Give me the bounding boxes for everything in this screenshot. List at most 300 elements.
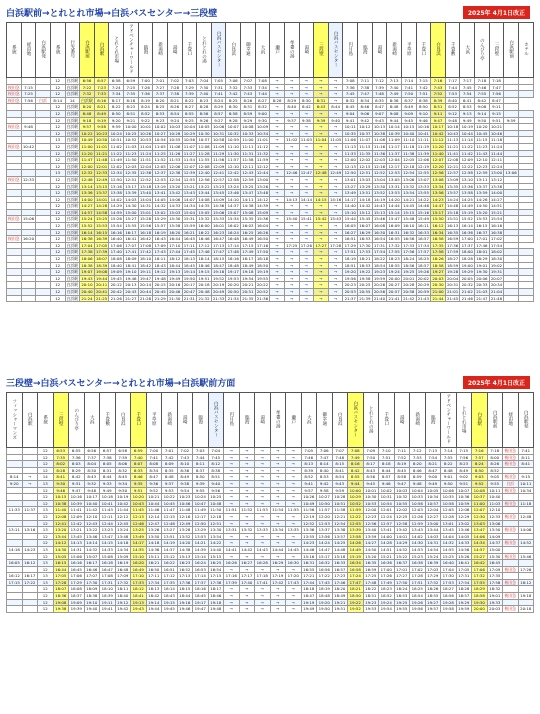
- column-header-label: 御幸通: [245, 42, 251, 56]
- time-cell: 11:56: [212, 157, 225, 163]
- time-cell: 7:53: [445, 91, 460, 98]
- time-cell: 19:09: [110, 269, 122, 275]
- time-cell: 12: [50, 130, 65, 137]
- time-cell: 14:40: [208, 546, 224, 553]
- time-cell: 9:30: [53, 480, 69, 487]
- time-cell: 13:57: [332, 533, 348, 540]
- time-cell: →: [328, 203, 343, 210]
- time-cell: 11:50: [125, 157, 137, 163]
- time-cell: 12:15: [359, 163, 371, 169]
- column-header-label: 新湯崎: [391, 42, 397, 56]
- time-cell: 7:36: [343, 84, 358, 91]
- time-cell: 9:37: [284, 117, 299, 124]
- time-cell: 桜田急: [504, 566, 517, 572]
- time-cell: 12: [50, 117, 65, 124]
- time-cell: 15:20: [363, 553, 379, 560]
- time-cell: 16:34: [348, 560, 364, 567]
- time-cell: →: [239, 461, 255, 468]
- time-cell: 11:56: [301, 507, 317, 514]
- time-cell: [36, 183, 51, 190]
- time-cell: 7:51: [379, 454, 395, 461]
- time-cell: [503, 494, 519, 501]
- time-cell: 16:56: [317, 566, 333, 573]
- time-cell: 17:09: [154, 242, 166, 248]
- column-header-label: 大浜: [89, 414, 95, 424]
- time-cell: 17:54: [490, 242, 503, 248]
- time-cell: 8:42: [299, 104, 314, 111]
- time-cell: 18:39: [100, 593, 116, 600]
- time-cell: →: [299, 236, 314, 243]
- column-header-label: 大浜: [464, 44, 470, 54]
- time-cell: 10:11: [344, 124, 356, 130]
- time-cell: →: [314, 163, 329, 170]
- time-cell: 13:43: [410, 527, 426, 534]
- time-cell: 17:26: [518, 566, 534, 573]
- table-row: [7, 500, 534, 507]
- time-cell: →: [224, 520, 240, 527]
- time-cell: 12: [50, 104, 65, 111]
- time-cell: [504, 203, 519, 210]
- time-cell: →: [328, 282, 343, 289]
- time-cell: 18:27: [446, 256, 459, 262]
- time-cell: [503, 520, 519, 527]
- time-cell: 11:29: [212, 150, 225, 156]
- time-cell: 8:27: [182, 104, 197, 111]
- column-header-label: 臨海: [430, 414, 436, 424]
- time-cell: 19:18: [242, 269, 254, 275]
- time-cell: [518, 546, 534, 553]
- table-row: [7, 157, 534, 164]
- time-cell: 7:07: [241, 78, 256, 85]
- time-cell: 11:22: [461, 143, 473, 149]
- time-cell: [7, 170, 22, 177]
- time-cell: 14:56: [456, 546, 472, 553]
- time-cell: 12:35: [125, 170, 137, 176]
- time-cell: 白浜駅: [66, 236, 79, 242]
- time-cell: 10:49: [301, 500, 317, 507]
- time-cell: 10:16: [417, 124, 429, 130]
- time-cell: 17:08: [139, 242, 152, 248]
- time-cell: 9:47: [394, 480, 410, 487]
- time-cell: 21:01: [446, 289, 459, 294]
- time-cell: 10:56: [410, 500, 426, 507]
- time-cell: 15:30: [487, 553, 503, 560]
- time-cell: 11:59: [348, 507, 364, 514]
- time-cell: 16:20: [131, 560, 147, 567]
- time-cell: 19:56: [410, 606, 426, 613]
- time-cell: →: [239, 533, 255, 540]
- time-cell: →: [286, 448, 302, 455]
- time-cell: →: [299, 183, 314, 190]
- column-header-label: 経由地: [507, 412, 513, 426]
- time-cell: 白浜駅: [66, 275, 79, 281]
- time-cell: 9:08: [475, 104, 490, 111]
- time-cell: [518, 163, 533, 170]
- time-cell: 20:53: [344, 289, 356, 294]
- time-cell: 11:08: [198, 143, 210, 149]
- time-cell: 12: [50, 236, 65, 243]
- time-cell: 17:06: [472, 566, 488, 573]
- time-cell: →: [328, 295, 343, 302]
- time-cell: 11:54: [183, 157, 195, 163]
- time-cell: 7:50: [401, 91, 416, 98]
- time-cell: →: [284, 91, 299, 98]
- time-cell: 16:05: [7, 560, 23, 567]
- time-cell: →: [270, 216, 285, 223]
- time-cell: [7, 599, 23, 606]
- time-cell: 8:39: [301, 467, 317, 474]
- time-cell: 12:55: [348, 520, 364, 527]
- time-cell: 17:11: [146, 573, 162, 580]
- time-cell: 白浜駅: [66, 84, 79, 90]
- time-cell: [36, 170, 51, 177]
- time-cell: →: [284, 157, 299, 164]
- time-cell: →: [270, 190, 285, 197]
- time-cell: 16:50: [256, 236, 269, 242]
- time-cell: 13:30: [373, 183, 386, 189]
- time-cell: 15:16: [417, 209, 429, 215]
- time-cell: 18:40: [115, 593, 131, 600]
- time-cell: 11:45: [131, 507, 147, 514]
- time-cell: 18:49: [332, 593, 348, 600]
- table-row: [7, 97, 534, 104]
- table-row: [7, 546, 534, 553]
- time-cell: 9:56: [208, 487, 224, 494]
- time-cell: 9:51: [456, 480, 472, 487]
- time-cell: 白浜駅: [66, 295, 79, 301]
- time-cell: [518, 275, 533, 282]
- time-cell: 8:32: [343, 97, 358, 104]
- time-cell: 7:38: [167, 91, 182, 98]
- time-cell: [7, 117, 22, 124]
- time-cell: →: [270, 170, 285, 177]
- time-cell: 13:03: [472, 520, 488, 527]
- column-header: [239, 393, 255, 448]
- time-cell: [7, 282, 22, 289]
- time-cell: [7, 262, 22, 269]
- time-cell: →: [224, 480, 240, 487]
- time-cell: 7:31: [211, 84, 226, 91]
- time-cell: →: [284, 84, 299, 91]
- time-cell: 14:16: [329, 196, 342, 202]
- time-cell: 15:23: [410, 553, 426, 560]
- time-cell: →: [299, 143, 314, 150]
- column-header: [358, 23, 373, 78]
- time-cell: 15:54: [490, 216, 503, 222]
- time-cell: [7, 520, 23, 527]
- time-cell: 16:27: [344, 229, 356, 235]
- time-cell: →: [314, 229, 329, 236]
- time-cell: 18:57: [417, 262, 429, 268]
- time-cell: [22, 454, 38, 461]
- column-header-label: 新湯崎: [157, 42, 163, 56]
- time-cell: 15:25: [441, 553, 457, 560]
- time-cell: →: [328, 78, 343, 85]
- time-cell: 19:43: [131, 606, 147, 613]
- time-cell: 12:41: [212, 170, 225, 176]
- time-cell: 17:13: [212, 242, 225, 248]
- time-cell: 16:32: [403, 229, 415, 235]
- time-cell: 20:04: [446, 275, 459, 281]
- time-cell: 17:46: [332, 579, 348, 586]
- time-cell: 11:09: [388, 137, 400, 143]
- time-cell: 8:20: [410, 461, 426, 468]
- time-cell: 17:32: [472, 573, 488, 580]
- time-cell: 9:55: [193, 487, 209, 494]
- time-cell: 14:38: [177, 546, 193, 553]
- time-cell: 17:53: [441, 579, 457, 586]
- time-cell: 19:29: [456, 599, 472, 606]
- time-cell: 9:28: [226, 117, 241, 124]
- time-cell: 10:23: [95, 130, 108, 136]
- time-cell: 20:45: [154, 289, 166, 294]
- time-cell: 13:39: [125, 190, 137, 196]
- time-cell: 7:18: [475, 78, 490, 85]
- time-cell: 13:27: [162, 527, 178, 534]
- time-cell: 11:00: [472, 500, 488, 507]
- time-cell: 21:26: [110, 295, 122, 301]
- time-cell: 12:17: [388, 163, 400, 169]
- time-cell: 16:54: [373, 236, 386, 242]
- time-cell: 8:28: [53, 467, 69, 474]
- column-header-label: 白良浜: [230, 42, 236, 56]
- time-cell: 12:16: [373, 163, 386, 169]
- time-cell: 8:06: [115, 461, 131, 468]
- time-cell: 12: [38, 487, 54, 494]
- time-cell: 10:15: [403, 124, 415, 130]
- time-cell: →: [314, 84, 329, 91]
- time-cell: 9:39: [193, 480, 209, 487]
- column-header-label: 湯崎: [376, 44, 382, 54]
- time-cell: 16:38: [81, 236, 93, 242]
- time-cell: 15:24: [425, 553, 441, 560]
- time-cell: →: [286, 593, 302, 600]
- column-header: [146, 393, 162, 448]
- time-cell: 21:33: [212, 295, 225, 301]
- time-cell: 13:54: [403, 190, 415, 196]
- time-cell: 12:05: [154, 163, 166, 169]
- time-cell: 19:15: [162, 599, 178, 606]
- time-cell: →: [299, 176, 314, 183]
- column-header: [410, 393, 426, 448]
- time-cell: 9:41: [301, 480, 317, 487]
- time-cell: 10:33: [242, 130, 254, 136]
- time-cell: →: [224, 606, 240, 613]
- time-cell: →: [286, 494, 302, 501]
- time-cell: 20:42: [110, 289, 122, 294]
- time-cell: 14:44: [270, 546, 286, 553]
- time-cell: 12:57: [446, 170, 459, 176]
- time-cell: 17:30: [441, 573, 457, 580]
- time-cell: [7, 540, 23, 547]
- time-cell: 19:18: [518, 593, 534, 600]
- table-row: [7, 461, 534, 468]
- time-cell: 11:22: [110, 150, 122, 156]
- time-cell: →: [255, 480, 271, 487]
- time-cell: [7, 209, 22, 216]
- time-cell: [21, 157, 36, 164]
- time-cell: 12:51: [359, 170, 371, 176]
- time-cell: 7:40: [387, 84, 402, 91]
- time-cell: [36, 157, 51, 164]
- time-cell: 16:23: [177, 560, 193, 567]
- time-cell: →: [299, 249, 314, 256]
- time-cell: 7:57: [472, 454, 488, 461]
- time-cell: 17:01: [476, 236, 488, 242]
- time-cell: 12:55: [417, 170, 429, 176]
- time-cell: 19:33: [487, 599, 503, 606]
- time-cell: 18:22: [373, 256, 386, 262]
- time-cell: 8:26: [167, 104, 182, 111]
- time-cell: 7:38: [100, 454, 116, 461]
- time-cell: 10:45: [476, 130, 488, 136]
- time-cell: 18:58: [432, 262, 444, 268]
- time-cell: 19:50: [317, 606, 333, 613]
- time-cell: 20:26: [373, 282, 386, 288]
- time-cell: 14:52: [518, 540, 534, 547]
- column-header-label: 瀬戸: [274, 44, 280, 54]
- time-cell: 18:13: [146, 586, 162, 593]
- time-cell: →: [284, 282, 299, 289]
- time-cell: 10:34: [425, 494, 441, 501]
- time-cell: 10:39: [388, 130, 400, 136]
- time-cell: 8:58: [226, 110, 241, 117]
- time-cell: 17:34: [146, 579, 162, 586]
- time-cell: 8:50: [416, 104, 431, 111]
- time-cell: 10:02: [154, 124, 166, 130]
- time-cell: 16:44: [53, 566, 69, 573]
- time-cell: 14:26: [348, 540, 364, 547]
- time-cell: 19:24: [379, 599, 395, 606]
- time-cell: 16:33: [417, 229, 429, 235]
- time-cell: 11:03: [300, 137, 312, 143]
- time-cell: 12: [50, 190, 65, 197]
- time-cell: 14:43: [255, 546, 271, 553]
- time-cell: 15:44: [344, 216, 356, 222]
- time-cell: 12:59: [410, 520, 426, 527]
- column-header: [299, 23, 314, 78]
- time-cell: 16:38: [410, 560, 426, 567]
- time-cell: 13:16: [110, 183, 122, 189]
- time-cell: [7, 110, 22, 117]
- column-header-label: とれとれ市場: [113, 35, 119, 63]
- time-cell: 16:13: [446, 223, 459, 229]
- time-cell: 13:27: [344, 183, 356, 189]
- time-cell: 14:24: [317, 540, 333, 547]
- timetable-section-inbound: [6, 376, 534, 613]
- time-cell: 19:01: [487, 593, 503, 600]
- time-cell: 8:44: [379, 467, 395, 474]
- time-cell: →: [239, 586, 255, 593]
- time-cell: →: [314, 157, 329, 164]
- time-cell: 16:35: [363, 560, 379, 567]
- time-cell: 12:51: [208, 520, 224, 527]
- time-cell: 14: [38, 474, 54, 481]
- table-row: [7, 223, 534, 230]
- time-cell: →: [270, 474, 286, 481]
- time-cell: 13:38: [110, 190, 122, 196]
- time-cell: [504, 157, 519, 164]
- time-cell: 12: [50, 289, 65, 296]
- time-cell: 白浜駅: [66, 223, 79, 229]
- time-cell: 7:16: [472, 448, 488, 455]
- table-row: [7, 183, 534, 190]
- time-cell: 8:33: [131, 467, 147, 474]
- time-cell: 7:52: [394, 454, 410, 461]
- time-cell: 14:33: [100, 546, 116, 553]
- time-cell: [504, 295, 519, 302]
- time-cell: 7:35: [53, 454, 69, 461]
- time-cell: 17:50: [394, 579, 410, 586]
- time-cell: [36, 124, 51, 131]
- time-cell: 8:12: [208, 461, 224, 468]
- time-cell: 9:00: [425, 474, 441, 481]
- time-cell: 8:24: [138, 104, 153, 111]
- time-cell: 9:12: [445, 110, 460, 117]
- time-cell: 8:51: [124, 110, 139, 117]
- time-cell: 21:37: [344, 295, 356, 301]
- time-cell: 12:07: [432, 157, 444, 163]
- time-cell: 8:43: [84, 474, 100, 481]
- time-cell: 11:32: [256, 150, 269, 156]
- time-cell: 10:45: [162, 500, 178, 507]
- time-cell: 18:38: [84, 593, 100, 600]
- time-cell: 12: [50, 78, 65, 85]
- time-cell: 12:52: [301, 520, 317, 527]
- time-cell: 12:46: [286, 170, 298, 176]
- time-cell: 14:30: [53, 546, 69, 553]
- time-cell: [7, 487, 23, 494]
- time-cell: 8:44: [328, 104, 343, 111]
- time-cell: 14:45: [403, 203, 415, 209]
- time-cell: 8:38: [416, 97, 431, 104]
- time-cell: 16:47: [212, 236, 225, 242]
- time-cell: 12:11: [242, 163, 254, 169]
- time-cell: 10:34: [256, 130, 269, 136]
- time-cell: 13:35: [446, 183, 459, 189]
- time-cell: 16:21: [146, 560, 162, 567]
- time-cell: 13:53: [193, 533, 209, 540]
- time-cell: 11:48: [95, 157, 108, 163]
- time-cell: 18:26: [432, 256, 444, 262]
- time-cell: [504, 196, 519, 203]
- time-cell: 11:21: [446, 143, 459, 149]
- time-cell: 16:59: [363, 566, 379, 573]
- time-cell: 12:19: [301, 513, 317, 520]
- time-cell: 19:22: [359, 269, 371, 275]
- time-cell: [7, 494, 23, 501]
- table-row: [7, 269, 534, 276]
- time-cell: →: [239, 474, 255, 481]
- time-cell: 14:44: [388, 203, 400, 209]
- time-cell: 18:42: [139, 262, 152, 268]
- time-cell: [518, 216, 533, 223]
- time-cell: 8:49: [401, 104, 416, 111]
- time-cell: 7:08: [348, 448, 364, 455]
- time-cell: 9:54: [177, 487, 193, 494]
- time-cell: 17:59: [446, 249, 459, 255]
- time-cell: 12:38: [169, 170, 181, 176]
- time-cell: 11:51: [224, 507, 240, 514]
- time-cell: 14:14: [84, 540, 100, 547]
- time-cell: →: [284, 130, 299, 137]
- time-cell: 11:44: [115, 507, 131, 514]
- time-cell: 21:44: [432, 295, 444, 301]
- time-cell: 13:37: [95, 190, 108, 196]
- time-cell: 10:54: [379, 500, 395, 507]
- time-cell: 17:26: [379, 573, 395, 580]
- column-header: [328, 23, 343, 78]
